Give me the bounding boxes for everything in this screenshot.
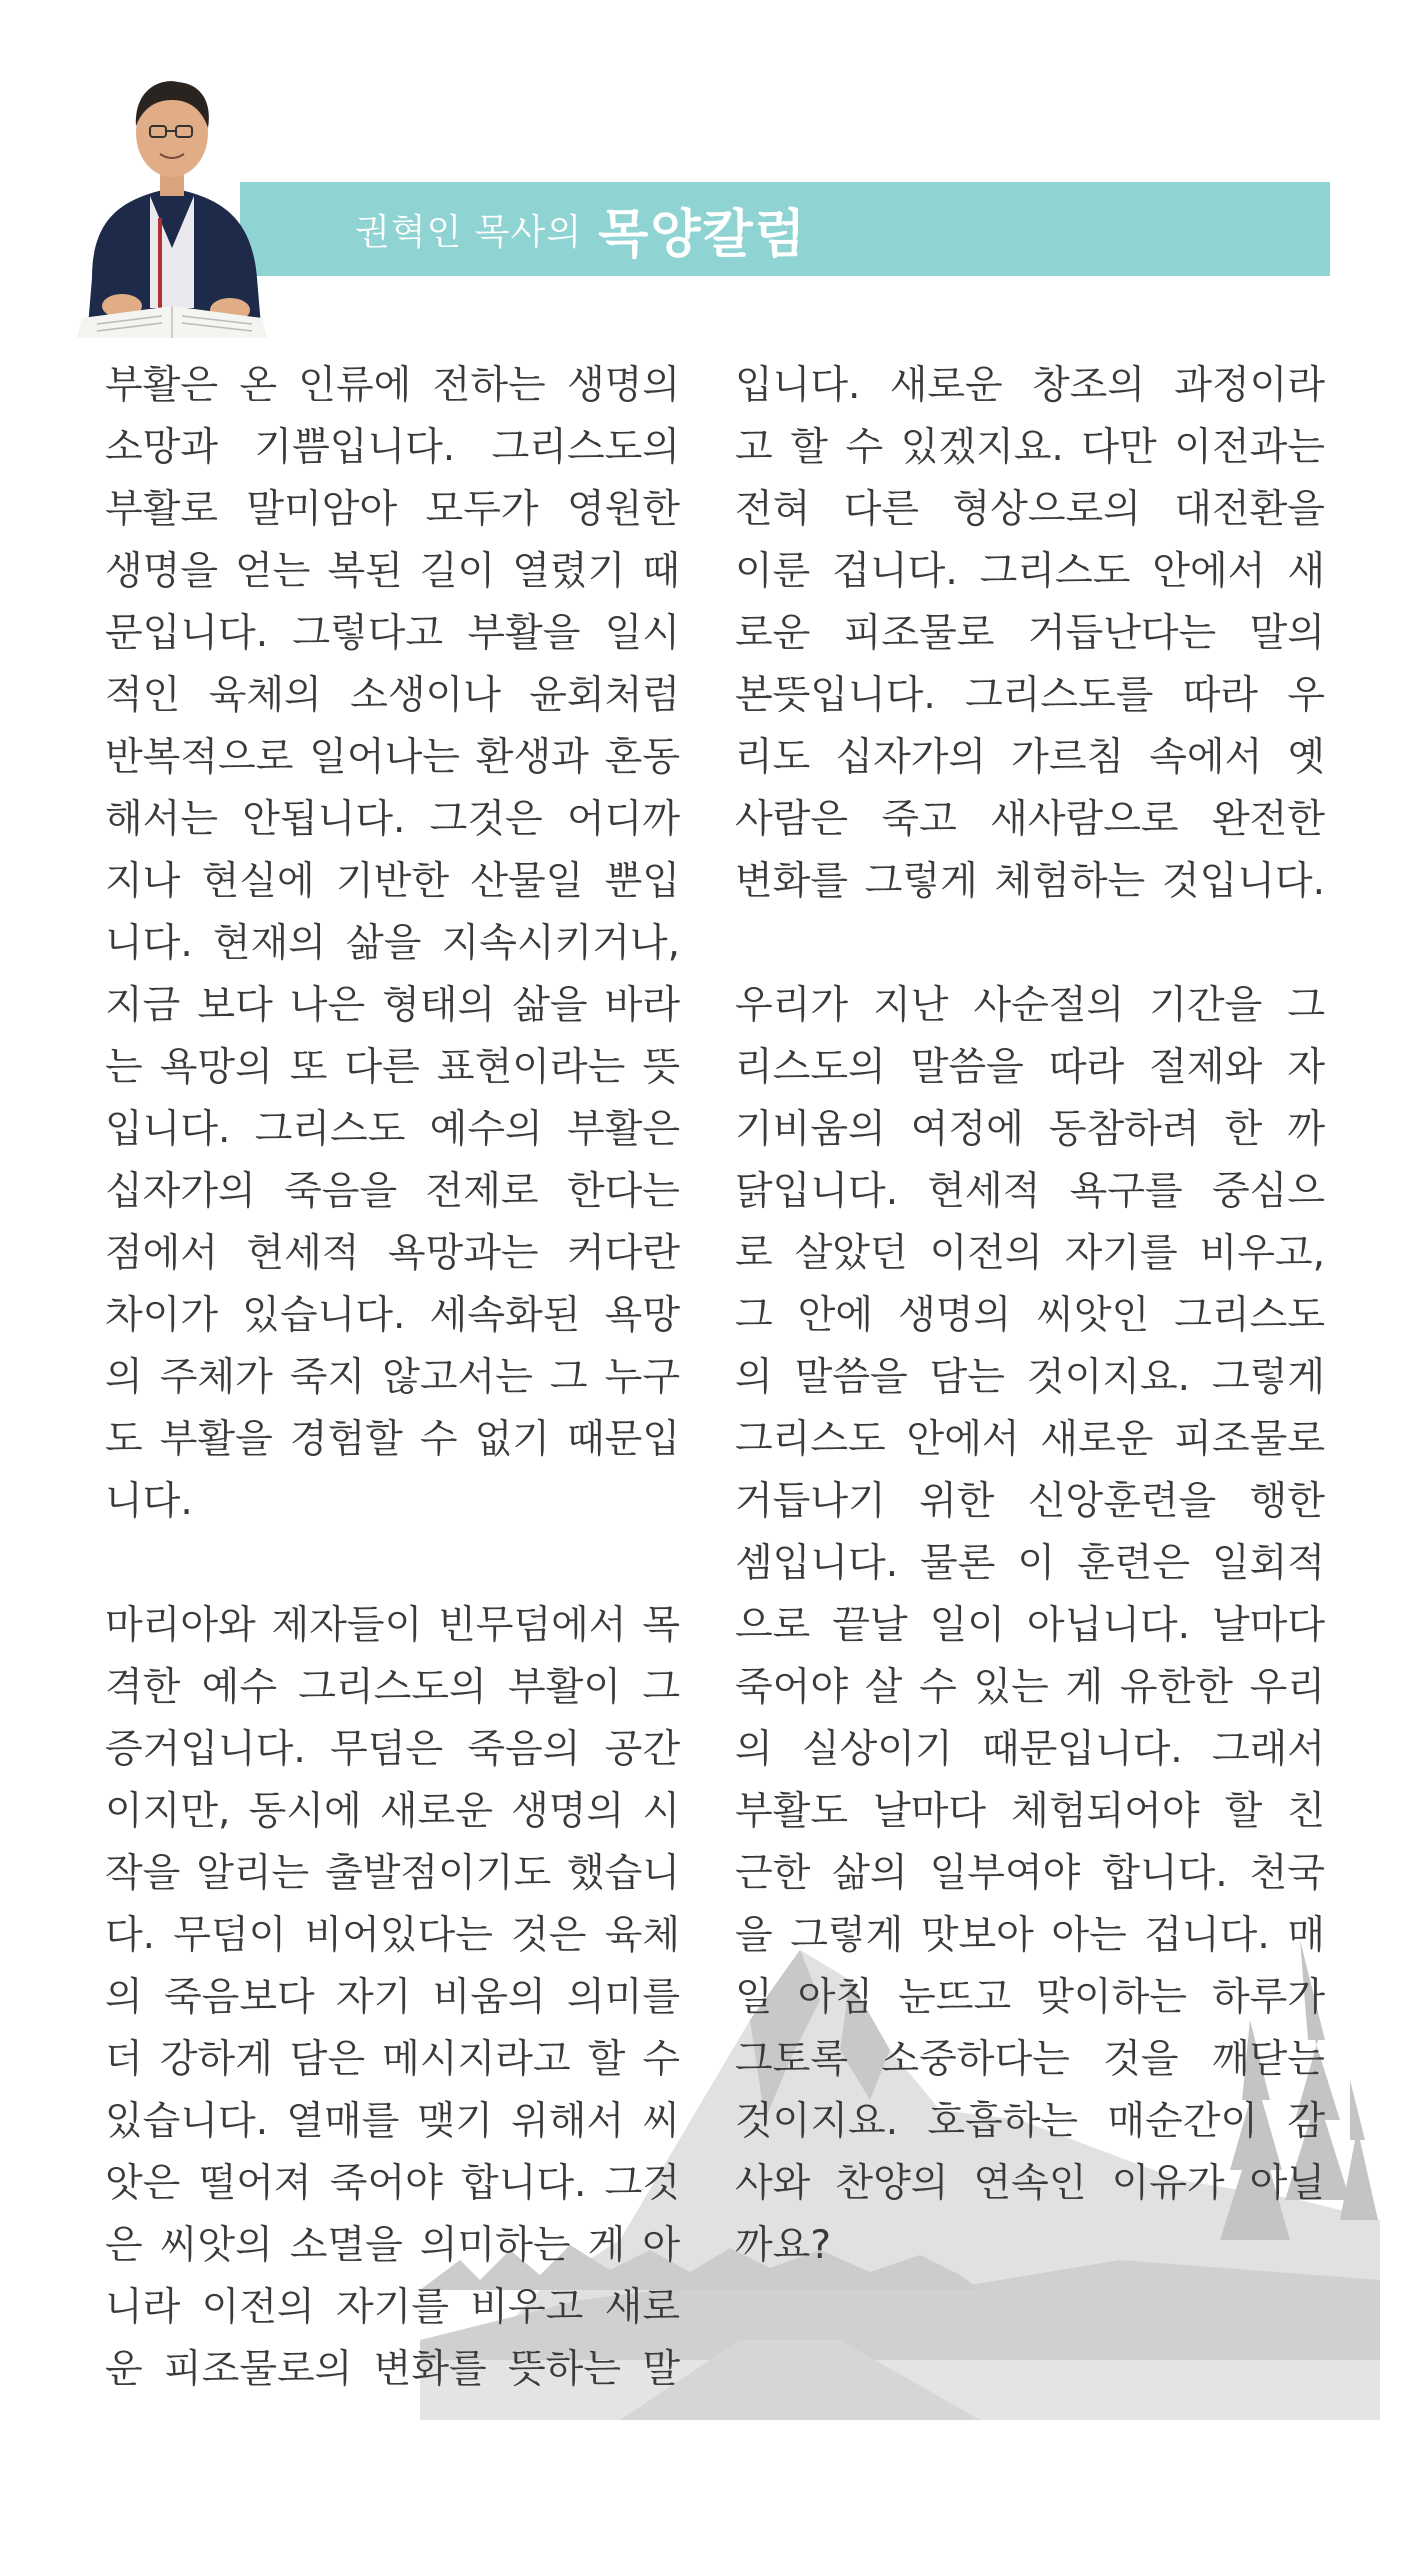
text-line: 죽어야 살 수 있는 게 유한한 우리 [735, 1665, 1325, 1710]
text-line: 증거입니다. 무덤은 죽음의 공간 [105, 1727, 680, 1772]
text-line: 이룬 겁니다. 그리스도 안에서 새 [735, 549, 1325, 594]
text-line: 사와 찬양의 연속인 이유가 아닐 [735, 2161, 1325, 2206]
text-line: 그토록 소중하다는 것을 깨닫는 [735, 2037, 1325, 2082]
text-line: 일 아침 눈뜨고 맞이하는 하루가 [735, 1975, 1325, 2020]
left-column [105, 355, 680, 2401]
text-line: 마리아와 제자들이 빈무덤에서 목 [105, 1603, 680, 1648]
paragraph-gap [105, 1533, 680, 1595]
text-line: 근한 삶의 일부여야 합니다. 천국 [735, 1851, 1325, 1896]
text-line: 소망과 기쁨입니다. 그리스도의 [105, 425, 680, 470]
text-line: 운 피조물로의 변화를 뜻하는 말 [105, 2347, 680, 2392]
text-line: 그리스도 안에서 새로운 피조물로 [735, 1417, 1325, 1462]
text-line: 리스도의 말씀을 따라 절제와 자 [735, 1045, 1325, 1090]
text-line: 의 죽음보다 자기 비움의 의미를 [105, 1975, 680, 2020]
text-line: 격한 예수 그리스도의 부활이 그 [105, 1665, 680, 1710]
right-column [735, 355, 1325, 2277]
text-line: 사람은 죽고 새사람으로 완전한 [735, 797, 1325, 842]
paragraph-4 [735, 975, 1325, 2277]
text-line: 문입니다. 그렇다고 부활을 일시 [105, 611, 680, 656]
text-line: 생명을 얻는 복된 길이 열렸기 때 [105, 549, 680, 594]
text-line: 기비움의 여정에 동참하려 한 까 [735, 1107, 1325, 1152]
text-line: 니다. 현재의 삶을 지속시키거나, [105, 921, 680, 966]
text-line: 는 욕망의 또 다른 표현이라는 뜻 [105, 1045, 680, 1090]
paragraph-3 [735, 355, 1325, 913]
text-line: 까요? [735, 2223, 832, 2268]
text-line: 지금 보다 나은 형태의 삶을 바라 [105, 983, 680, 1028]
text-line: 을 그렇게 맛보아 아는 겁니다. 매 [735, 1913, 1325, 1958]
text-line: 부활도 날마다 체험되어야 할 친 [735, 1789, 1325, 1834]
text-line: 이지만, 동시에 새로운 생명의 시 [105, 1789, 680, 1834]
text-line: 입니다. 새로운 창조의 과정이라 [735, 363, 1325, 408]
text-line: 있습니다. 열매를 맺기 위해서 씨 [105, 2099, 680, 2144]
text-line: 리도 십자가의 가르침 속에서 옛 [735, 735, 1325, 780]
text-line: 고 할 수 있겠지요. 다만 이전과는 [735, 425, 1325, 470]
text-line: 으로 끝날 일이 아닙니다. 날마다 [735, 1603, 1325, 1648]
column-title [355, 182, 807, 276]
text-line: 작을 알리는 출발점이기도 했습니 [105, 1851, 680, 1896]
text-line: 은 씨앗의 소멸을 의미하는 게 아 [105, 2223, 680, 2268]
author-portrait [62, 48, 282, 338]
text-line: 것이지요. 호흡하는 매순간이 감 [735, 2099, 1325, 2144]
text-line: 더 강하게 담은 메시지라고 할 수 [105, 2037, 680, 2082]
paragraph-gap [735, 913, 1325, 975]
text-line: 부활은 온 인류에 전하는 생명의 [105, 363, 680, 408]
text-line: 우리가 지난 사순절의 기간을 그 [735, 983, 1325, 1028]
text-line: 앗은 떨어져 죽어야 합니다. 그것 [105, 2161, 680, 2206]
text-line: 적인 육체의 소생이나 윤회처럼 [105, 673, 680, 718]
text-line: 의 주체가 죽지 않고서는 그 누구 [105, 1355, 680, 1400]
text-line: 변화를 그렇게 체험하는 것입니다. [735, 859, 1325, 904]
text-line: 지나 현실에 기반한 산물일 뿐입 [105, 859, 680, 904]
text-line: 입니다. 그리스도 예수의 부활은 [105, 1107, 680, 1152]
text-line: 로 살았던 이전의 자기를 비우고, [735, 1231, 1325, 1276]
text-line: 십자가의 죽음을 전제로 한다는 [105, 1169, 680, 1214]
text-line: 니라 이전의 자기를 비우고 새로 [105, 2285, 680, 2330]
text-line: 로운 피조물로 거듭난다는 말의 [735, 611, 1325, 656]
text-line: 본뜻입니다. 그리스도를 따라 우 [735, 673, 1325, 718]
text-line: 차이가 있습니다. 세속화된 욕망 [105, 1293, 680, 1338]
text-line: 거듭나기 위한 신앙훈련을 행한 [735, 1479, 1325, 1524]
author-label: 권혁인 목사의 [355, 211, 583, 253]
text-line: 의 실상이기 때문입니다. 그래서 [735, 1727, 1325, 1772]
text-line: 의 말씀을 담는 것이지요. 그렇게 [735, 1355, 1325, 1400]
text-line: 그 안에 생명의 씨앗인 그리스도 [735, 1293, 1325, 1338]
paragraph-2 [105, 1595, 680, 2401]
paragraph-1 [105, 355, 680, 1533]
column-name: 목양칼럼 [598, 204, 808, 265]
text-line: 닭입니다. 현세적 욕구를 중심으 [735, 1169, 1325, 1214]
text-line: 다. 무덤이 비어있다는 것은 육체 [105, 1913, 680, 1958]
text-line: 반복적으로 일어나는 환생과 혼동 [105, 735, 680, 780]
text-line: 점에서 현세적 욕망과는 커다란 [105, 1231, 680, 1276]
text-line: 도 부활을 경험할 수 없기 때문입 [105, 1417, 680, 1462]
text-line: 니다. [105, 1479, 193, 1524]
text-line: 부활로 말미암아 모두가 영원한 [105, 487, 680, 532]
text-line: 해서는 안됩니다. 그것은 어디까 [105, 797, 680, 842]
text-line: 전혀 다른 형상으로의 대전환을 [735, 487, 1325, 532]
text-line: 셈입니다. 물론 이 훈련은 일회적 [735, 1541, 1325, 1586]
